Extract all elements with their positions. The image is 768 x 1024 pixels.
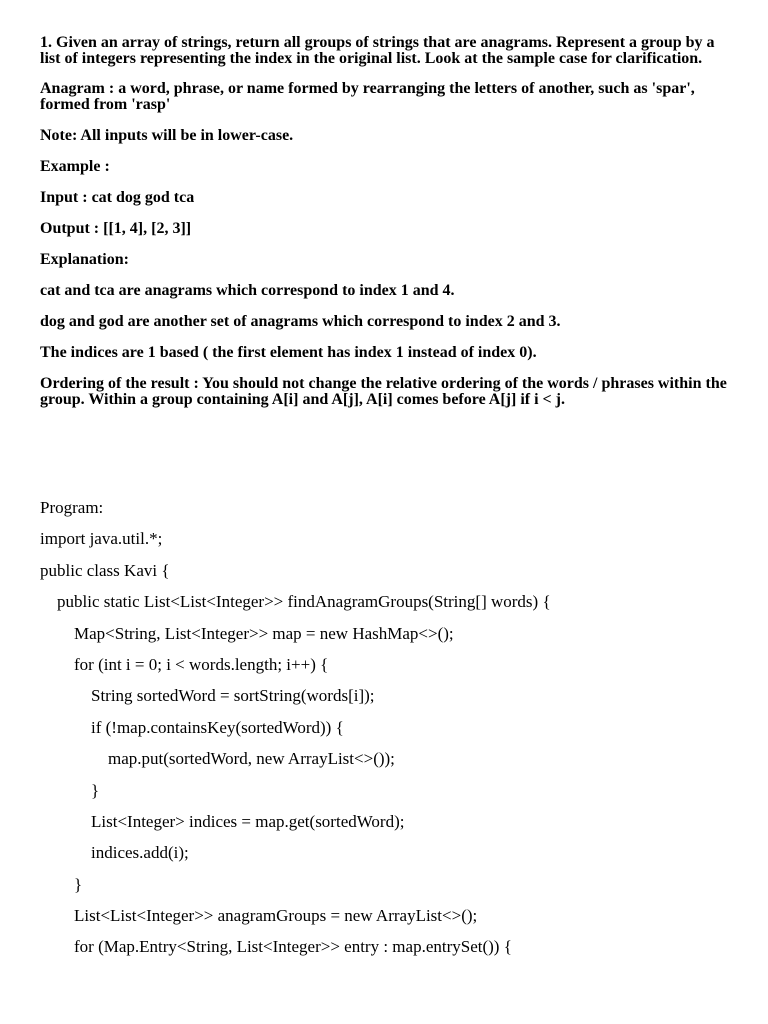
- code-line: String sortedWord = sortString(words[i]);: [40, 686, 375, 706]
- explanation-line-1: cat and tca are anagrams which correspond to index 1 and 4.: [40, 282, 455, 299]
- code-line: indices.add(i);: [40, 843, 189, 863]
- code-line: }: [40, 780, 100, 800]
- anagram-definition: Anagram : a word, phrase, or name formed by rearranging the letters of another, such as 'spar', formed from 'rasp': [40, 80, 695, 113]
- example-heading: Example :: [40, 158, 110, 175]
- code-line: public class Kavi {: [40, 560, 170, 580]
- code-line: public static List<List<Integer>> findAnagramGroups(String[] words) {: [40, 592, 551, 612]
- code-line: for (Map.Entry<String, List<Integer>> entry : map.entrySet()) {: [40, 937, 512, 957]
- code-line: }: [40, 874, 83, 894]
- ordering-rule: Ordering of the result : You should not change the relative ordering of the words / phrases within the group. Within a group containing A[i] and A[j], A[i] comes before A[j] if i < j.: [40, 375, 727, 408]
- explanation-heading: Explanation:: [40, 251, 129, 268]
- program-listing: [40, 497, 740, 968]
- example-input: Input : cat dog god tca: [40, 189, 195, 206]
- example-output: Output : [[1, 4], [2, 3]]: [40, 220, 192, 237]
- problem-question: 1. Given an array of strings, return all groups of strings that are anagrams. Represent a group by a list of integers representing the index in the original list. Look at the sample case for clarification.: [40, 34, 715, 67]
- code-line: if (!map.containsKey(sortedWord)) {: [40, 717, 344, 737]
- code-line: Program:: [40, 498, 104, 517]
- code-line: List<List<Integer>> anagramGroups = new ArrayList<>();: [40, 906, 478, 926]
- code-line: import java.util.*;: [40, 529, 163, 549]
- explanation-line-2: dog and god are another set of anagrams which correspond to index 2 and 3.: [40, 313, 561, 330]
- lowercase-note: Note: All inputs will be in lower-case.: [40, 127, 294, 144]
- code-line: for (int i = 0; i < words.length; i++) {: [40, 654, 329, 674]
- explanation-line-3: The indices are 1 based ( the first element has index 1 instead of index 0).: [40, 344, 537, 361]
- code-line: map.put(sortedWord, new ArrayList<>());: [40, 749, 395, 769]
- code-line: Map<String, List<Integer>> map = new HashMap<>();: [40, 623, 454, 643]
- code-line: List<Integer> indices = map.get(sortedWord);: [40, 811, 405, 831]
- problem-statement: [40, 35, 732, 408]
